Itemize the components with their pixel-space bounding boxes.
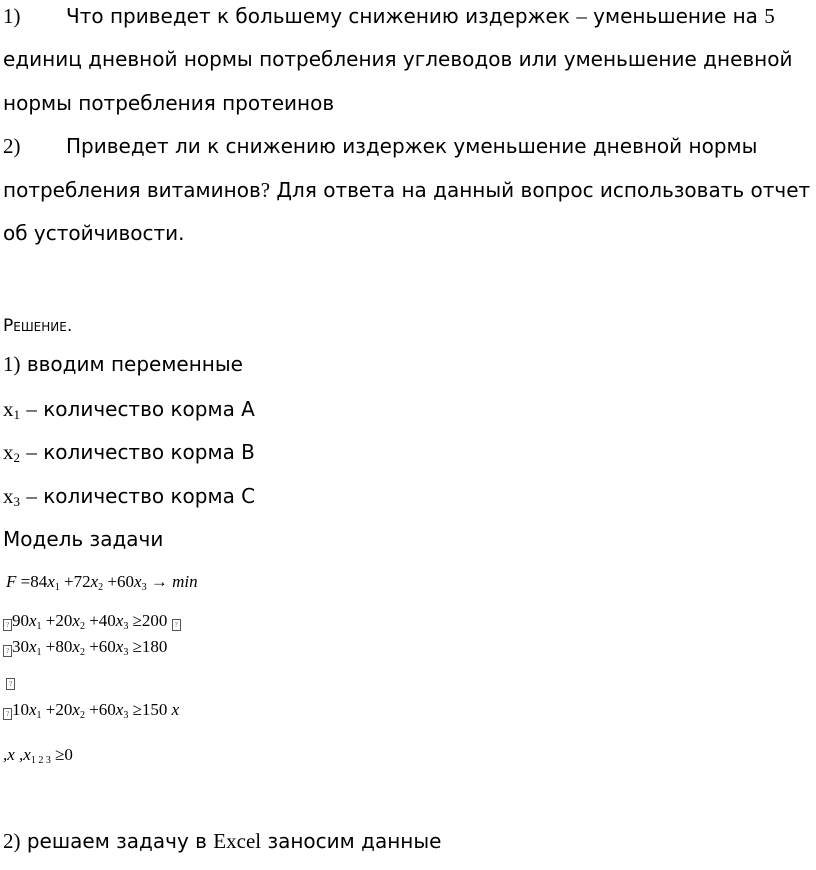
missing-glyph-icon: ? — [3, 619, 12, 631]
constraint-3: ? 10x1 +20x2 +60x3 ≥150 x — [3, 700, 179, 721]
missing-glyph-icon: ? — [172, 619, 181, 631]
missing-glyph-icon: ? — [6, 678, 15, 690]
question-2-line-1: 2) Приведет ли к снижению издержек уменьшение дневной нормы — [3, 134, 758, 158]
question-2-number: 2) — [3, 134, 21, 158]
solution-heading: Решение. — [3, 316, 73, 336]
question-1-line-1: 1) Что приведет к большему снижению издержек – уменьшение на 5 — [3, 4, 775, 28]
missing-glyph-icon: ? — [3, 708, 12, 720]
question-2-line-2: потребления витаминов? Для ответа на данный вопрос использовать отчет — [3, 178, 811, 202]
variable-x2: $x_2$ – количество корма В — [3, 440, 255, 465]
variable-x1: $x_1$ – количество корма А — [3, 397, 255, 422]
constraint-2: ? 30x1 +80x2 +60x3 ≥180 — [3, 637, 167, 658]
question-1-line-3: нормы потребления протеинов — [3, 91, 335, 115]
model-heading: Модель задачи — [3, 527, 164, 551]
missing-glyph-icon: ? — [3, 645, 12, 657]
step-2: 2) решаем задачу в Excel заносим данные — [3, 829, 442, 853]
question-1-number: 1) — [3, 4, 21, 28]
step-1: 1) вводим переменные — [3, 352, 243, 376]
question-2-line-3: об устойчивости. — [3, 221, 185, 245]
brace-placeholder — [6, 670, 15, 690]
variable-x3: $x_3$ – количество корма С — [3, 484, 256, 509]
question-1-line-2: единиц дневной нормы потребления углеводов или уменьшение дневной — [3, 47, 793, 71]
non-negativity: ,x ,x1 2 3 ≥0 — [3, 745, 73, 766]
objective-function: F =84x1 +72x2 +60x3 → min — [6, 572, 198, 593]
constraint-1: ? 90x1 +20x2 +40x3 ≥200 ? — [3, 611, 181, 632]
